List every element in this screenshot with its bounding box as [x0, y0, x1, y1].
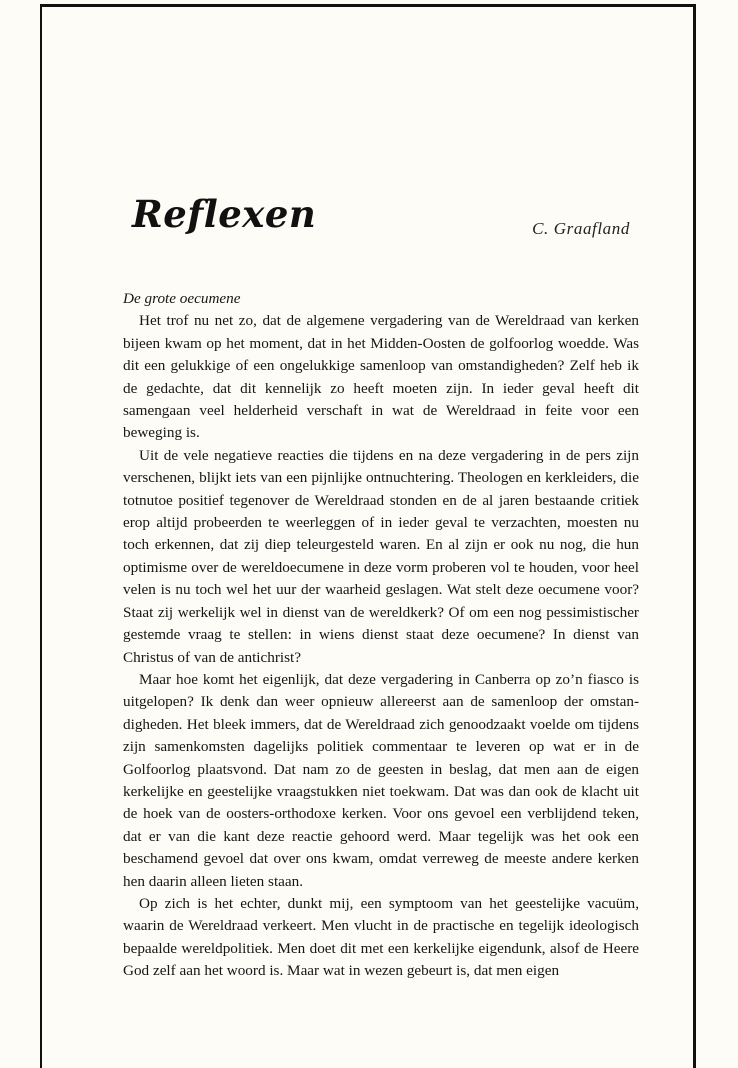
paragraph: Uit de vele negatieve reacties die tijdens en na deze vergadering in de pers zijn verschenen, blijkt iets van een pijnlijke ontnuchtering. Theologen en kerkleiders, die totnutoe positief tegenover de Wereldraad stonden en de al jaren bestaande critiek erop altijd probeerden te weerleggen of in ieder geval te verzachten, moesten nu toch erkennen, dat zij diep teleurgesteld waren. En al zijn er ook nu nog, die hun optimisme over de wereldoecumene in deze vorm proberen vol te houden, voor heel velen is nu toch wel het uur der waarheid geslagen. Wat stelt deze oecumene voor? Staat zij werkelijk wel in dienst van de wereldkerk? Of om een nog pessimistischer gestemde vraag te stellen: in wiens dienst staat deze oecumene? In dienst van Christus of van de antichrist?: [123, 446, 639, 666]
section-heading: De grote oecumene: [123, 290, 241, 307]
paragraph: Op zich is het echter, dunkt mij, een symptoom van het geestelijke vacuüm, waarin de Wereldraad verkeert. Men vlucht in de practische en tegelijk ideologisch bepaalde wereldpolitiek. Men doet dit met een kerkelijke eigendunk, alsof de Heere God zelf aan het woord is. Maar wat in wezen gebeurt is, dat men eigen: [123, 894, 639, 980]
page-border-left: [40, 4, 42, 1068]
paragraph: Maar hoe komt het eigenlijk, dat deze vergadering in Canberra op zo’n fiasco is uitgelopen? Ik denk dan weer opnieuw allereerst aan de samenloop der omstandigheden. Het bleek immers, dat de Wereldraad zich genoodzaakt voelde om tijdens zijn samenkomsten dagelijks politiek commentaar te leveren op wat er in de Golfoorlog plaatsvond. Dat nam zo de geesten in beslag, dat men aan de eigen kerkelijke en geestelijke vraagstukken niet toekwam. Dat was dan ook de klacht uit de hoek van de oosters-orthodoxe kerken. Voor ons gevoel een verblijdend teken, dat er van die kant deze reactie gehoord werd. Maar tegelijk was het ook een beschamend gevoel dat over ons kwam, omdat verreweg de meeste andere kerken hen daarin alleen lieten staan.: [123, 670, 639, 890]
page-border-right: [693, 4, 696, 1068]
article-title: Reflexen: [132, 192, 317, 236]
page-border-top: [40, 4, 696, 7]
article-author: C. Graafland: [532, 219, 630, 238]
article-body: [123, 288, 639, 983]
paragraph: Het trof nu net zo, dat de algemene vergadering van de Wereldraad van kerken bijeen kwam op het moment, dat in het Midden-Oosten de golfoorlog woedde. Was dit een gelukkige of een ongelukkige samenloop van omstandigheden? Zelf heb ik de gedachte, dat dit kennelijk zo heeft moeten zijn. In ieder geval heeft dit samengaan veel helderheid verschaft in wat de Wereldraad in feite voor een beweging is.: [123, 312, 639, 442]
